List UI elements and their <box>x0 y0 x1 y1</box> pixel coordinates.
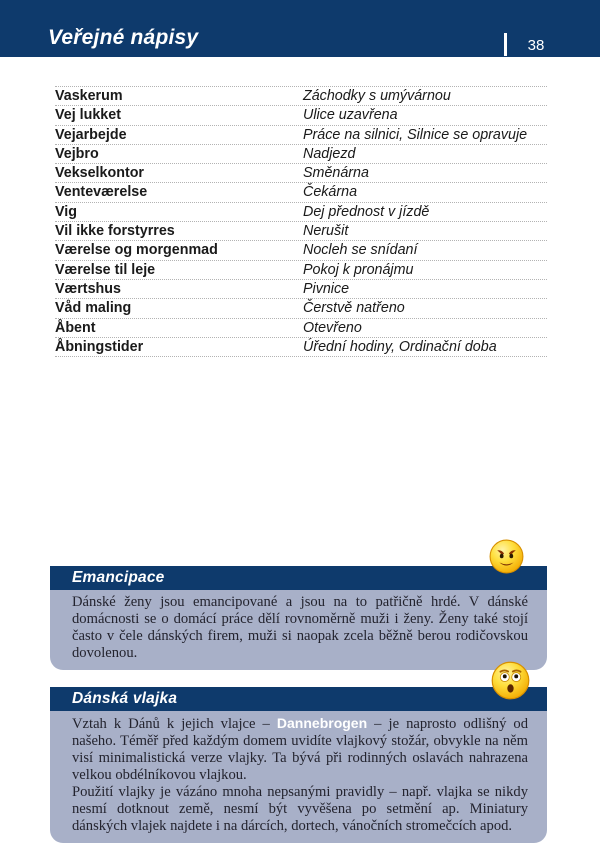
glossary-table <box>55 86 547 357</box>
glossary-row <box>55 261 547 280</box>
glossary-term: Vaskerum <box>55 88 123 104</box>
glossary-row <box>55 338 547 357</box>
glossary-row <box>55 164 547 183</box>
glossary-row <box>55 106 547 125</box>
paragraph-text: Vztah k Dánů k jejich vlajce – <box>72 716 277 732</box>
glossary-row <box>55 183 547 202</box>
page-number-separator <box>504 33 507 56</box>
glossary-term: Værelse og morgenmad <box>55 242 218 259</box>
glossary-translation: Ulice uzavřena <box>303 107 398 124</box>
glossary-term: Vekselkontor <box>55 165 144 182</box>
glossary-term: Vig <box>55 203 77 220</box>
glossary-row <box>55 87 547 106</box>
glossary-term: Åbent <box>55 319 96 336</box>
glossary-term: Vejarbejde <box>55 126 127 143</box>
glossary-translation: Čerstvě natřeno <box>303 300 405 317</box>
glossary-translation: Nadjezd <box>303 145 356 162</box>
glossary-row <box>55 280 547 299</box>
glossary-row <box>55 241 547 260</box>
info-box-paragraph <box>72 715 528 784</box>
glossary-translation: Pivnice <box>303 280 350 297</box>
paragraph-text: Dánské ženy jsou emancipované a jsou na to patřičně hrdé. V dánské domácnosti se o domácí práce dělí rovnoměrně muži i ženy. Ženy také stojí často v čele dánských firem, muži si naopak zcela běžně berou rodičovskou dovolenou. <box>72 594 528 661</box>
glossary-term: Vej lukket <box>55 107 121 124</box>
paragraph-text: – je naprosto odlišný od našeho. Téměř před každým domem uvidíte vlajkový stožár, obvykle na něm visí minimalistická verze vlajky. Ta bývá při rodinných oslavách nahrazena velkou obdélníkovou vlajkou. <box>72 716 529 783</box>
glossary-term: Værtshus <box>55 280 121 297</box>
page-header-bar <box>0 0 600 57</box>
page-title: Veřejné nápisy <box>48 26 199 49</box>
surprised-smiley-icon <box>491 661 530 700</box>
glossary-term: Vejbro <box>55 145 99 162</box>
mischievous-smiley-icon <box>489 539 524 574</box>
glossary-translation: Úřední hodiny, Ordinační doba <box>303 338 497 355</box>
glossary-translation: Záchodky s umývárnou <box>303 88 451 104</box>
glossary-translation: Směnárna <box>303 165 369 182</box>
paragraph-text: Použití vlajky je vázáno mnoha nepsanými pravidly – např. vlajka se nikdy nesmí dotknout země, nesmí být vyvěšena po setmění ap. Miniatury dánských vlajek najdete i na dárcích, dortech, vánočních stromečcích apod. <box>72 784 528 834</box>
glossary-term: Våd maling <box>55 300 132 317</box>
glossary-translation: Otevřeno <box>303 319 362 336</box>
glossary-term: Åbningstider <box>55 338 144 355</box>
glossary-translation: Dej přednost v jízdě <box>303 203 430 220</box>
info-box-title: Emancipace <box>50 566 547 590</box>
dannebrogen-highlight: Dannebrogen <box>276 715 368 731</box>
glossary-term: Vil ikke forstyrres <box>55 223 175 240</box>
glossary-term: Venteværelse <box>55 184 148 201</box>
page-number: 38 <box>527 37 545 54</box>
info-box-body <box>50 590 547 670</box>
info-box-paragraph <box>72 784 528 835</box>
info-box-body <box>50 711 547 843</box>
glossary-row <box>55 203 547 222</box>
glossary-translation: Nerušit <box>303 223 349 240</box>
info-box-danska-vlajka <box>50 687 547 843</box>
info-box-title: Dánská vlajka <box>50 687 547 711</box>
glossary-translation: Čekárna <box>303 184 358 201</box>
glossary-translation: Nocleh se snídaní <box>303 242 418 259</box>
glossary-row <box>55 319 547 338</box>
glossary-row <box>55 145 547 164</box>
glossary-row <box>55 299 547 318</box>
glossary-row <box>55 222 547 241</box>
info-box-paragraph <box>72 594 528 662</box>
glossary-row <box>55 126 547 145</box>
glossary-translation: Pokoj k pronájmu <box>303 261 414 278</box>
glossary-translation: Práce na silnici, Silnice se opravuje <box>303 126 528 143</box>
glossary-term: Værelse til leje <box>55 261 156 278</box>
info-box-emancipace <box>50 566 547 670</box>
